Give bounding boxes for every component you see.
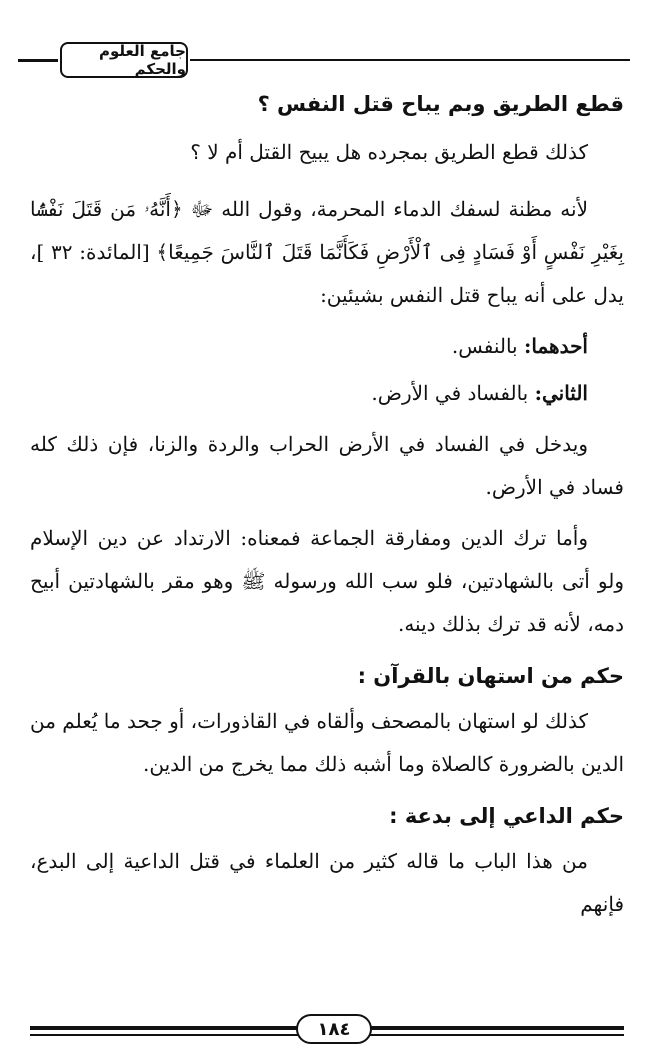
list-text: بالنفس. bbox=[451, 334, 524, 358]
page-footer bbox=[30, 1010, 624, 1046]
book-title-box bbox=[60, 42, 188, 78]
paragraph: وأما ترك الدين ومفارقة الجماعة فمعناه: الارتداد عن دين الإسلام ولو أتى بالشهادتين، فلو سب الله ورسوله ﷺ وهو مقر بالشهادتين أبيح دمه، لأنه قد ترك بذلك دينه. bbox=[30, 526, 624, 636]
paragraph: ويدخل في الفساد في الأرض الحراب والردة والزنا، فإن ذلك كله فساد في الأرض. bbox=[30, 432, 624, 499]
page-number: ١٨٤ bbox=[317, 1018, 351, 1040]
section-heading: حكم من استهان بالقرآن : bbox=[357, 664, 624, 688]
header-rule-left bbox=[18, 59, 58, 62]
paragraph: كذلك قطع الطريق بمجرده هل يبيح القتل أم لا ؟ bbox=[190, 140, 588, 164]
paragraph: لأنه مظنة لسفك الدماء المحرمة، وقول الله ﷻ ﴿أَنَّهُۥ مَن قَتَلَ نَفْسًۢا بِغَيْرِ نَفْسٍ أَوْ فَسَادٍ فِى ٱلْأَرْضِ فَكَأَنَّمَا قَتَلَ ٱلنَّاسَ جَمِيعًا﴾ [المائدة: ٣٢ ]، يدل على أنه يباح قتل النفس بشيئين: bbox=[30, 197, 624, 307]
running-header bbox=[18, 38, 646, 82]
paragraph: كذلك لو استهان بالمصحف وألقاه في القاذورات، أو جحد ما يُعلم من الدين بالضرورة كالصلاة وما أشبه ذلك مما يخرج من الدين. bbox=[30, 709, 624, 776]
header-rule-right bbox=[190, 59, 630, 61]
page-body bbox=[30, 86, 624, 926]
section-heading: قطع الطريق وبم يباح قتل النفس ؟ bbox=[257, 92, 624, 116]
list-label: أحدهما: bbox=[523, 334, 588, 358]
section-heading: حكم الداعي إلى بدعة : bbox=[389, 804, 624, 828]
paragraph bbox=[30, 372, 624, 415]
paragraph: من هذا الباب ما قاله كثير من العلماء في قتل الداعية إلى البدع، فإنهم bbox=[30, 849, 624, 916]
book-title: جامع العلوم والحكم bbox=[99, 42, 186, 78]
page-number-box bbox=[296, 1014, 372, 1044]
list-text: بالفساد في الأرض. bbox=[371, 381, 535, 405]
list-label: الثاني: bbox=[534, 381, 588, 405]
paragraph bbox=[30, 325, 624, 368]
